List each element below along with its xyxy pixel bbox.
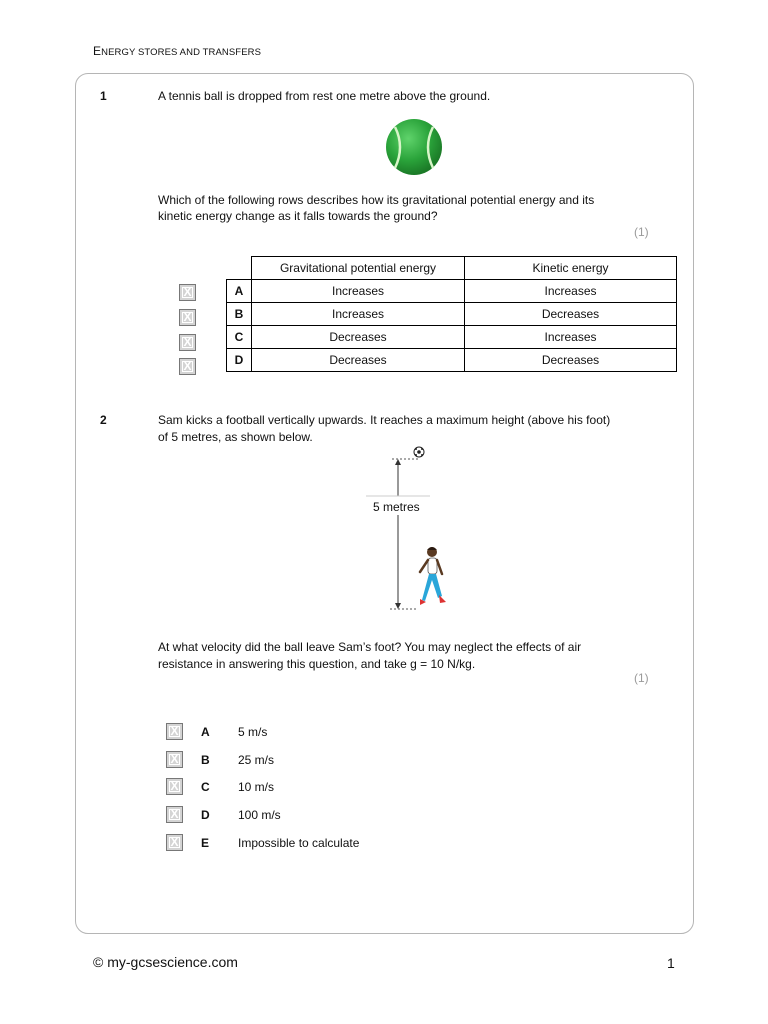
answer-checkbox-d[interactable] <box>179 358 196 375</box>
question-2-text-line1: At what velocity did the ball leave Sam’s foot? You may neglect the effects of air <box>158 640 582 654</box>
football-height-diagram <box>360 440 460 618</box>
table-row <box>227 349 677 372</box>
question-1-text-line2: kinetic energy change as it falls towards the ground? <box>158 209 438 223</box>
checkbox-x-mark: X <box>183 285 192 299</box>
header-initial: E <box>93 44 102 58</box>
row-ke-cell: Increases <box>465 326 677 349</box>
row-ke-cell: Decreases <box>465 303 677 326</box>
row-gpe-cell: Increases <box>252 280 465 303</box>
option-checkbox-b[interactable] <box>166 751 183 768</box>
row-gpe-cell: Decreases <box>252 349 465 372</box>
question-2-intro-line2: of 5 metres, as shown below. <box>158 430 313 444</box>
row-letter: C <box>227 326 252 349</box>
question-2-intro-line1: Sam kicks a football vertically upwards. It reaches a maximum height (above his foot) <box>158 413 611 427</box>
question-1-intro: A tennis ball is dropped from rest one metre above the ground. <box>158 89 491 103</box>
checkbox-x-mark: X <box>170 835 179 849</box>
checkbox-x-mark: X <box>170 779 179 793</box>
table-header-ke: Kinetic energy <box>465 257 677 280</box>
table-row <box>227 326 677 349</box>
checkbox-x-mark: X <box>183 359 192 373</box>
question-2-number: 2 <box>100 413 107 427</box>
option-letter: E <box>201 836 210 850</box>
checkbox-x-mark: X <box>170 724 179 738</box>
footer-page-number: 1 <box>667 955 675 971</box>
option-checkbox-d[interactable] <box>166 806 183 823</box>
tennis-ball-image <box>383 118 445 176</box>
row-ke-cell: Decreases <box>465 349 677 372</box>
diagram-label: 5 metres <box>373 500 420 514</box>
option-checkbox-a[interactable] <box>166 723 183 740</box>
row-letter: A <box>227 280 252 303</box>
option-letter: D <box>201 808 210 822</box>
table-corner-cell <box>227 257 252 280</box>
option-text: 10 m/s <box>238 780 275 794</box>
footer-copyright: © my-gcsescience.com <box>93 954 238 970</box>
table-header-row <box>227 257 677 280</box>
checkbox-x-mark: X <box>183 310 192 324</box>
option-checkbox-c[interactable] <box>166 778 183 795</box>
table-row <box>227 280 677 303</box>
answer-checkbox-a[interactable] <box>179 284 196 301</box>
checkbox-x-mark: X <box>183 335 192 349</box>
row-gpe-cell: Decreases <box>252 326 465 349</box>
option-text: Impossible to calculate <box>238 836 360 850</box>
option-text: 25 m/s <box>238 753 275 767</box>
question-2-marks: (1) <box>634 671 649 685</box>
checkbox-x-mark: X <box>170 752 179 766</box>
row-gpe-cell: Increases <box>252 303 465 326</box>
question-1-answer-table <box>226 256 677 372</box>
answer-checkbox-b[interactable] <box>179 309 196 326</box>
question-1-number: 1 <box>100 89 107 103</box>
row-letter: D <box>227 349 252 372</box>
row-letter: B <box>227 303 252 326</box>
option-text: 5 m/s <box>238 725 268 739</box>
checkbox-x-mark: X <box>170 807 179 821</box>
table-header-gpe: Gravitational potential energy <box>252 257 465 280</box>
question-1-text-line1: Which of the following rows describes how its gravitational potential energy and its <box>158 193 595 207</box>
option-letter: B <box>201 753 210 767</box>
sam-figure-icon <box>420 547 446 605</box>
option-checkbox-e[interactable] <box>166 834 183 851</box>
page-header <box>93 44 261 58</box>
row-ke-cell: Increases <box>465 280 677 303</box>
question-2-text-line2: resistance in answering this question, and take g = 10 N/kg. <box>158 657 476 671</box>
option-letter: A <box>201 725 210 739</box>
header-rest: NERGY STORES AND TRANSFERS <box>101 47 262 58</box>
option-text: 100 m/s <box>238 808 281 822</box>
question-1-marks: (1) <box>634 225 649 239</box>
answer-checkbox-c[interactable] <box>179 334 196 351</box>
table-row <box>227 303 677 326</box>
option-letter: C <box>201 780 210 794</box>
football-icon <box>414 447 424 457</box>
